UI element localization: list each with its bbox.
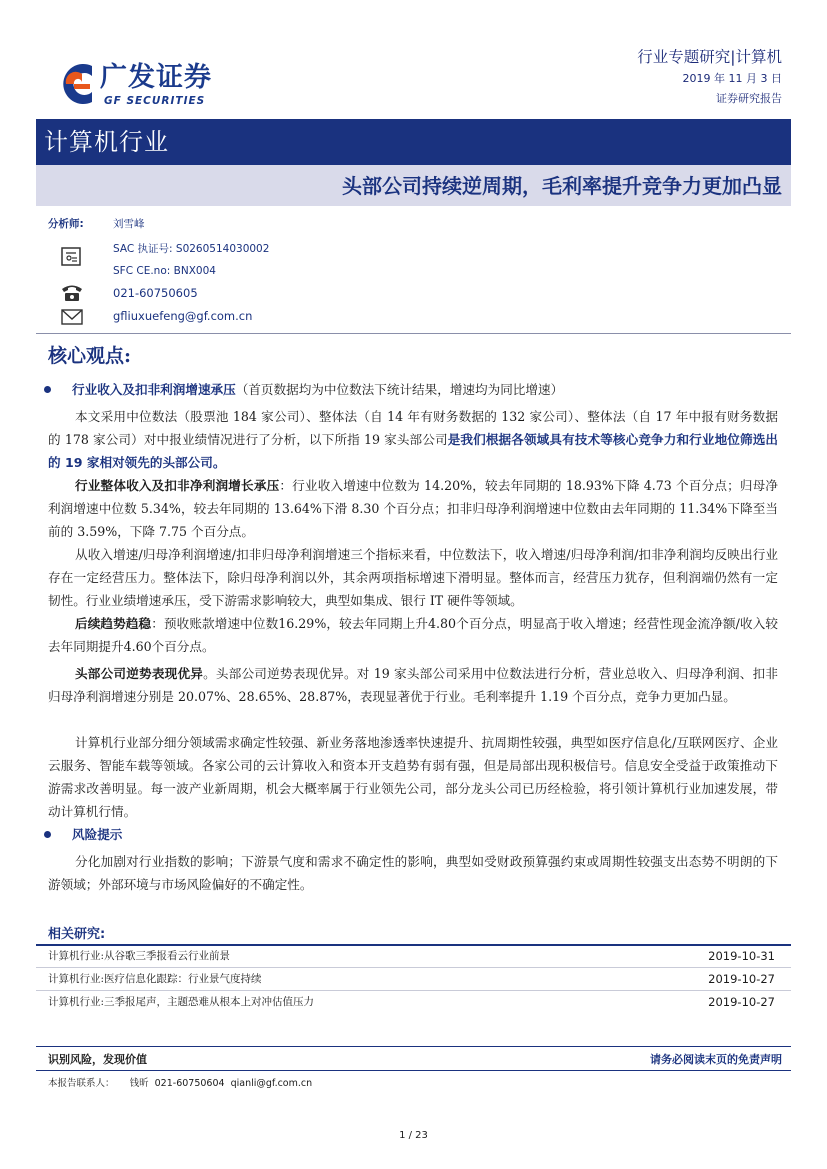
related-item-title[interactable]: 计算机行业:医疗信息化跟踪：行业景气度持续 — [48, 973, 262, 985]
logo-wordmark-cn: 广发证券 — [100, 62, 212, 93]
analyst-name: 刘雪峰 — [113, 218, 145, 230]
report-contact: 本报告联系人： 钱昕 021-60750604 qianli@gf.com.cn — [48, 1078, 313, 1089]
paragraph-trend: 后续趋势趋稳：预收账款增速中位数16.29%，较去年同期上升4.80个百分点，明显高于收入增速；经营性现金流净额/收入较去年同期提升4.60个百分点。 — [48, 616, 779, 654]
related-item-date: 2019-10-31 — [708, 949, 775, 963]
mail-icon — [59, 306, 85, 328]
logo-wordmark-en: GF SECURITIES — [104, 95, 206, 107]
related-item-title[interactable]: 计算机行业:从谷歌三季报看云行业前景 — [48, 950, 231, 962]
row-divider — [36, 990, 791, 991]
bullet-icon — [44, 386, 51, 393]
core-views-title: 核心观点: — [48, 345, 132, 367]
certificate-icon — [59, 246, 85, 268]
paragraph-indicators: 从收入增速/归母净利润增速/扣非归母净利润增速三个指标来看，中位数法下，收入增速/归母净利润/扣非净利润均反映出行业存在一定经营压力。整体法下，除归母净利润以外，其余两项指标增速下滑明显。整体而言，经营压力犹存，但利润端仍然有一定韧性。行业业绩增速承压，受下游需求影响较大，典型如集成、银行 IT 硬件等领域。 — [48, 547, 778, 608]
bullet-icon — [44, 831, 51, 838]
footer-disclaimer: 请务必阅读末页的免责声明 — [650, 1053, 782, 1066]
related-research-title: 相关研究: — [48, 927, 106, 942]
related-item-date: 2019-10-27 — [708, 972, 775, 986]
paragraph-segments: 计算机行业部分细分领域需求确定性较强、新业务落地渗透率快速提升、抗周期性较强，典型如医疗信息化/互联网医疗、企业云服务、智能车载等领域。各家公司的云计算收入和资本开支趋势有弱有强，但是局部出现积极信号。信息安全受益于政策推动下游需求改善明显。每一波产业新周期，机会大概率属于行业领先公司，部分龙头公司已历经检验，将引领计算机行业加速发展，带动计算机行情。 — [48, 735, 778, 819]
divider — [36, 333, 791, 334]
related-divider — [36, 944, 791, 946]
footer-divider — [36, 1070, 791, 1071]
report-type: 证券研究报告 — [716, 92, 782, 105]
industry-title: 计算机行业 — [44, 128, 169, 156]
paragraph-risk: 分化加剧对行业指数的影响；下游景气度和需求不确定性的影响，典型如受财政预算强约束或周期性较强支出态势不明朗的下游领域；外部环境与市场风险偏好的不确定性。 — [48, 854, 778, 892]
paragraph-leaders: 头部公司逆势表现优异。头部公司逆势表现优异。对 19 家头部公司采用中位数法进行分析，营业总收入、归母净利润、扣非归母净利润增速分别是 20.07%、28.65%、28.87%，表现显著优于行业。毛利率提升 1.19 个百分点，竞争力更加凸显。 — [48, 666, 778, 704]
sfc-number: SFC CE.no: BNX004 — [113, 265, 216, 277]
section-heading-revenue: 行业收入及扣非利润增速承压（首页数据均为中位数法下统计结果，增速均为同比增速） — [72, 382, 564, 397]
footer-divider — [36, 1046, 791, 1047]
report-date: 2019 年 11 月 3 日 — [682, 72, 782, 85]
report-category: 行业专题研究|计算机 — [637, 48, 782, 66]
risk-heading: 风险提示 — [72, 827, 123, 842]
sac-number: SAC 执证号: S0260514030002 — [113, 243, 270, 255]
page-number: 1 / 23 — [399, 1130, 428, 1141]
paragraph-methodology: 本文采用中位数法（股票池 184 家公司）、整体法（自 14 年有财务数据的 132 家公司）、整体法（自 17 年中报有财务数据的 178 家公司）对中报业绩情况进行了分析，以下所指 19 家头部公司是我们根据各领域具有技术等核心竞争力和行业地位筛选出的 19 家相对领先的头部公司。 — [48, 409, 779, 470]
analyst-phone: 021-60750605 — [113, 286, 198, 300]
paragraph-growth-pressure: 行业整体收入及扣非净利润增长承压：行业收入增速中位数为 14.20%，较去年同期的 18.93%下降 4.73 个百分点；归母净利润增速中位数 5.34%，较去年同期的 13.64%下滑 8.30 个百分点；扣非归母净利润增速中位数由去年同期的 11.34%下降至当前的 3.59%，下降 7.75 个百分点。 — [48, 478, 779, 539]
row-divider — [36, 967, 791, 968]
gf-logo-icon — [52, 62, 96, 106]
report-headline: 头部公司持续逆周期，毛利率提升竞争力更加凸显 — [342, 174, 782, 198]
footer-slogan: 识别风险，发现价值 — [48, 1053, 147, 1066]
related-item-title[interactable]: 计算机行业:三季报尾声，主题恐难从根本上对冲估值压力 — [48, 996, 315, 1008]
analyst-label: 分析师: — [48, 218, 84, 230]
related-item-date: 2019-10-27 — [708, 995, 775, 1009]
analyst-email[interactable]: gfliuxuefeng@gf.com.cn — [113, 309, 253, 323]
phone-icon — [59, 282, 85, 304]
